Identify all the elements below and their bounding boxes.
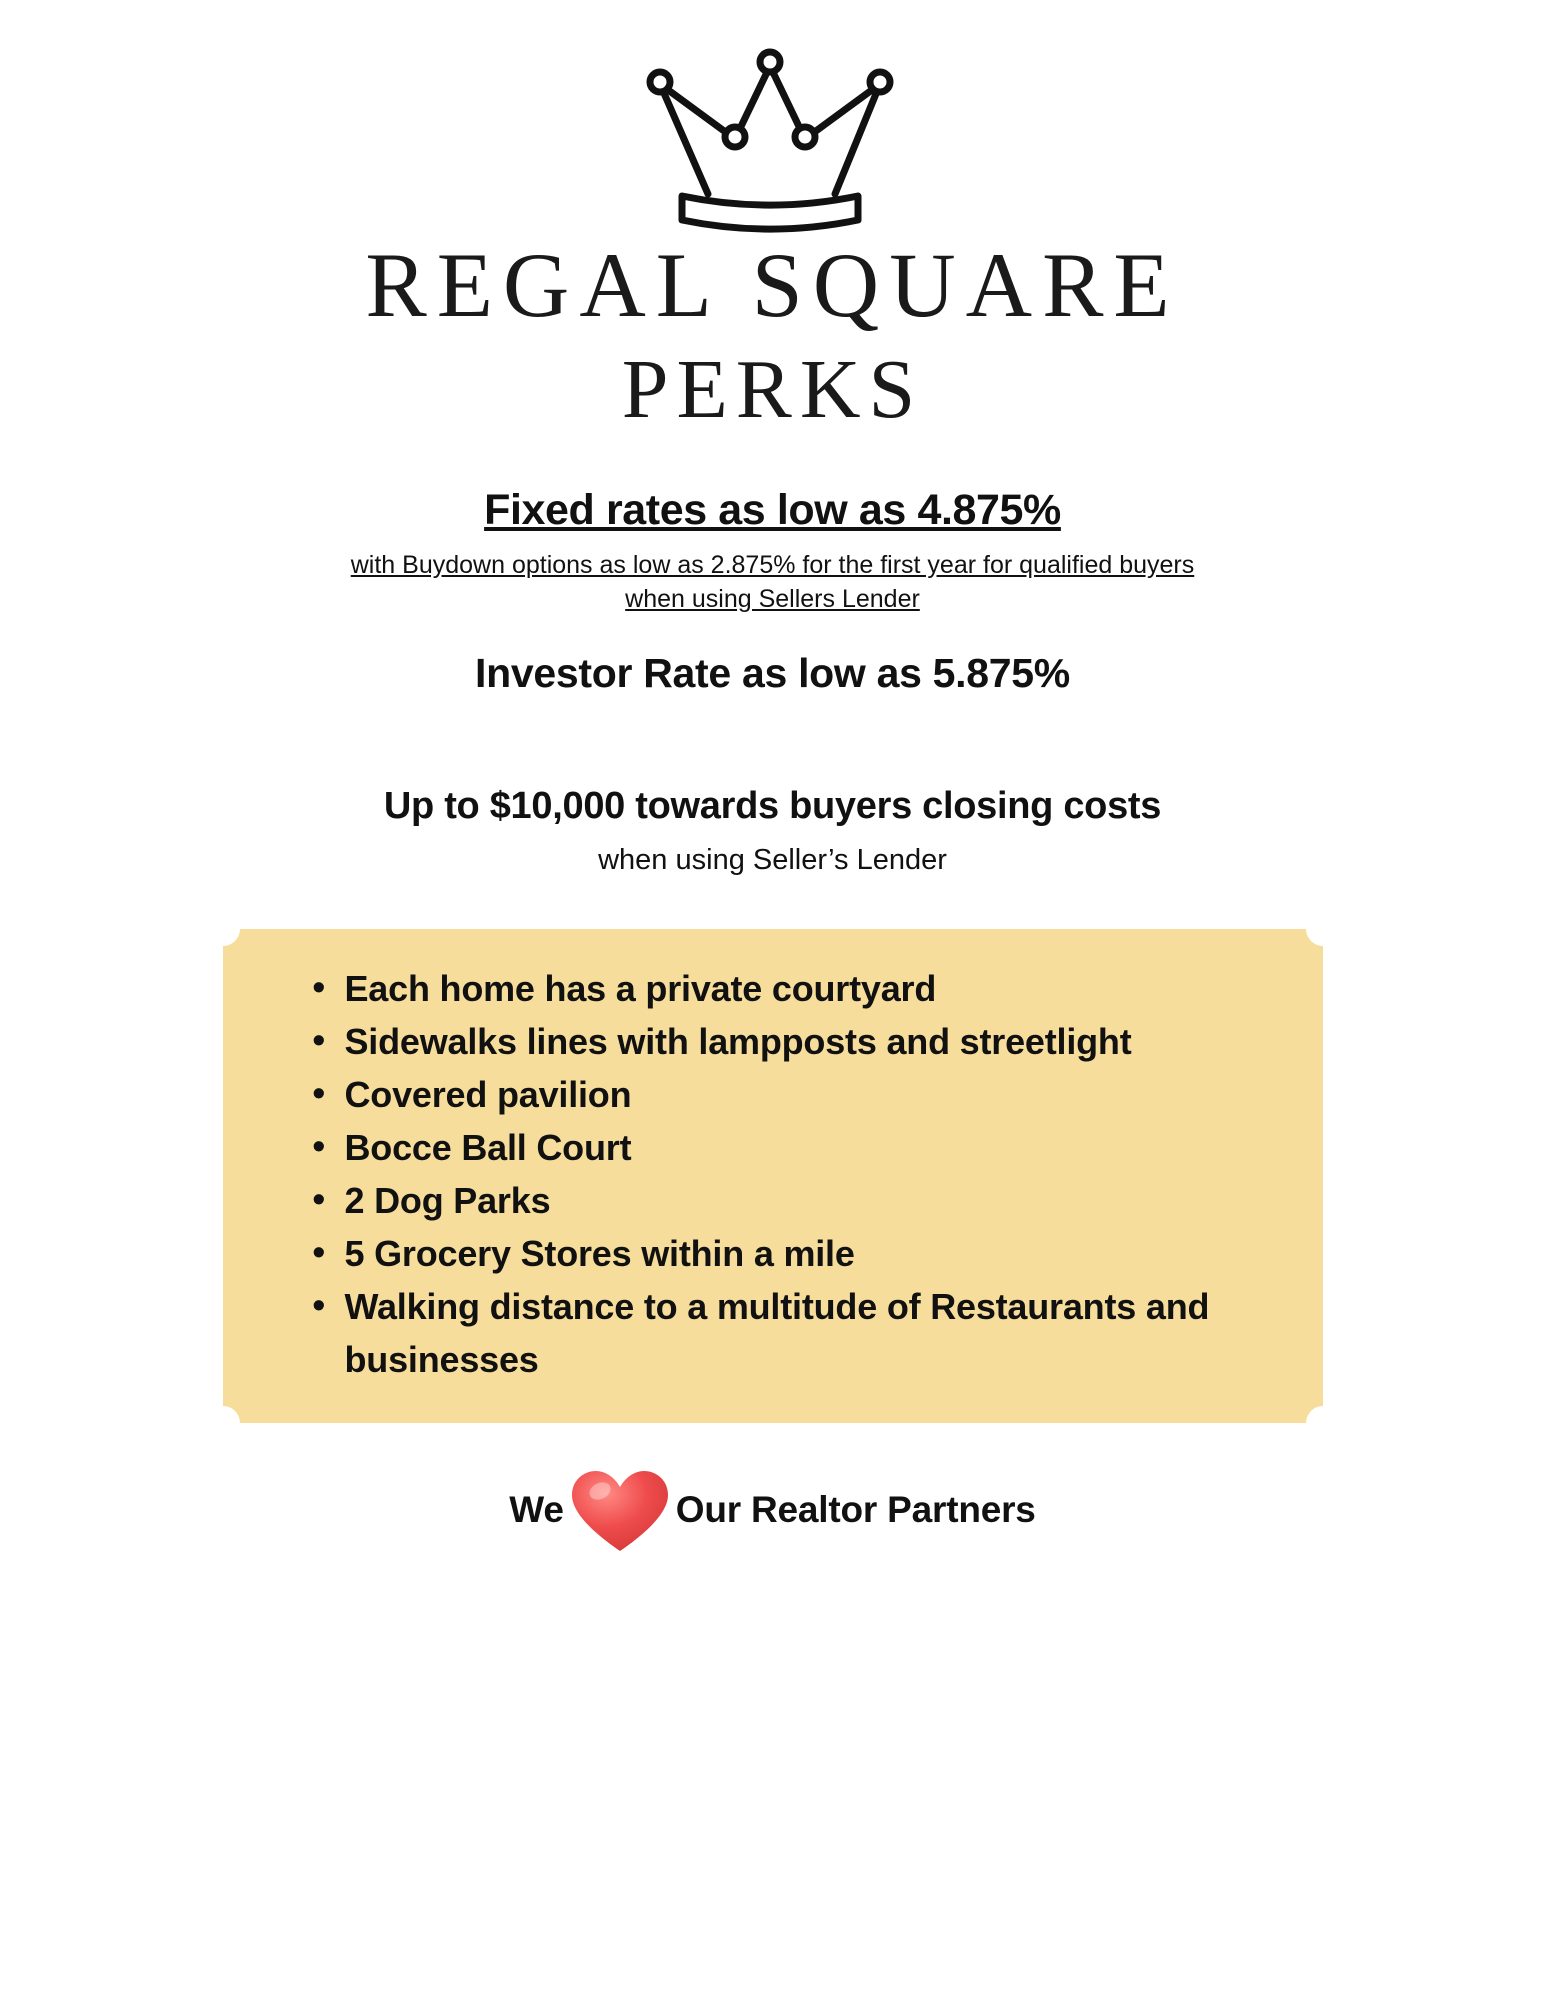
buydown-note [351, 549, 1195, 617]
ticket-notch-top-right [1306, 912, 1340, 946]
list-item: • Walking distance to a multitude of Restaurants and businesses [319, 1281, 1283, 1387]
list-item: • Covered pavilion [319, 1069, 1283, 1122]
closing-costs-headline: Up to $10,000 towards buyers closing costs [383, 785, 1162, 828]
features-panel [223, 929, 1323, 1422]
footer-text-before: We [509, 1488, 564, 1530]
list-item: • Each home has a private courtyard [319, 963, 1283, 1016]
fixed-rate-headline: Fixed rates as low as 4.875% [484, 485, 1061, 534]
brand-subtitle: PERKS [621, 342, 924, 436]
features-list [263, 963, 1283, 1386]
footer-text-after: Our Realtor Partners [675, 1488, 1036, 1530]
ticket-notch-top-left [206, 912, 240, 946]
buydown-note-line1: with Buydown options as low as 2.875% for the first year for qualified buyers [350, 550, 1195, 579]
list-item: • Sidewalks lines with lampposts and streetlight [319, 1016, 1283, 1069]
crown-icon [593, 28, 953, 243]
closing-costs-note: when using Seller’s Lender [598, 844, 947, 877]
footer-message [509, 1467, 1035, 1553]
ticket-notch-bottom-left [206, 1406, 240, 1440]
list-item: • Bocce Ball Court [319, 1122, 1283, 1175]
list-item: • 5 Grocery Stores within a mile [319, 1228, 1283, 1281]
ticket-notch-bottom-right [1306, 1406, 1340, 1440]
investor-rate-headline: Investor Rate as low as 5.875% [475, 650, 1070, 697]
brand-title: REGAL SQUARE [365, 234, 1180, 336]
heart-icon [570, 1469, 670, 1555]
buydown-note-line2: when using Sellers Lender [625, 584, 920, 613]
list-item: • 2 Dog Parks [319, 1175, 1283, 1228]
